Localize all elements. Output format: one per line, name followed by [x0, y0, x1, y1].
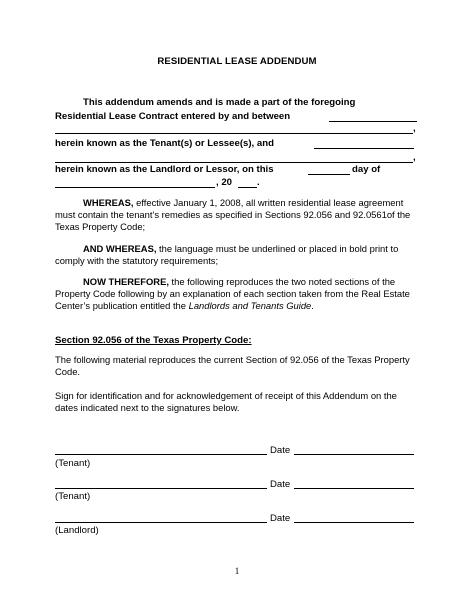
intro-line-2: Residential Lease Contract entered by and between: [55, 111, 291, 122]
signature-line[interactable]: [55, 454, 267, 455]
whereas-paragraph-2: [55, 243, 420, 267]
date-label: Date: [270, 513, 291, 524]
date-line[interactable]: [294, 488, 414, 489]
intro-comma-1: ,: [413, 123, 416, 134]
signature-line[interactable]: [55, 488, 267, 489]
lessee-blank[interactable]: [314, 148, 414, 149]
year-blank[interactable]: [238, 187, 257, 188]
landlord-name-blank[interactable]: [55, 162, 413, 163]
signer-role: (Tenant): [55, 491, 91, 502]
signature-line[interactable]: [55, 522, 267, 523]
month-blank[interactable]: [55, 187, 215, 188]
therefore-end: .: [311, 300, 314, 312]
intro-comma-2: ,: [413, 152, 416, 163]
intro-line-4b: day of: [352, 164, 381, 175]
intro-line-1: This addendum amends and is made a part of the foregoing: [83, 97, 356, 108]
whereas-lead-2: AND WHEREAS,: [83, 243, 157, 254]
intro-line-end: .: [257, 177, 260, 188]
whereas-lead-1: WHEREAS,: [83, 197, 134, 208]
whereas-text-1: effective January 1, 2008, all written residential lease agreement must contain the tenant’s remedies as specified in Sections 92.056 and 92.0561of the Texas Property Code;: [55, 197, 411, 233]
date-line[interactable]: [294, 454, 414, 455]
signer-role: (Landlord): [55, 525, 99, 536]
section-heading: Section 92.056 of the Texas Property Code:: [55, 335, 252, 346]
document-title: RESIDENTIAL LEASE ADDENDUM: [157, 56, 317, 67]
guide-title: Landlords and Tenants Guide: [188, 300, 312, 312]
page-number: 1: [234, 566, 240, 576]
party-blank-1[interactable]: [329, 121, 417, 122]
therefore-lead: NOW THEREFORE,: [83, 276, 169, 287]
date-label: Date: [270, 445, 291, 456]
sign-instructions: Sign for identification and for acknowledgement of receipt of this Addendum on the dates indicated next to the signatures below.: [55, 390, 397, 414]
date-label: Date: [270, 479, 291, 490]
intro-line-4a: herein known as the Landlord or Lessor, on this: [55, 164, 274, 175]
whereas-paragraph-1: [55, 197, 420, 234]
intro-line-3: herein known as the Tenant(s) or Lessee(s), and: [55, 138, 274, 149]
intro-year-label: , 20: [216, 177, 233, 188]
therefore-paragraph: [55, 276, 420, 313]
whereas-text-2: the language must be underlined or placed in bold print to comply with the statutory requirements;: [55, 243, 399, 267]
therefore-text: the following reproduces the two noted sections of the Property Code following by an explanation of each section taken from the Real Estate Center’s publication entitled the: [55, 276, 410, 312]
signer-role: (Tenant): [55, 458, 91, 469]
section-text: The following material reproduces the current Section of 92.056 of the Texas Property Code.: [55, 354, 410, 378]
date-line[interactable]: [294, 522, 414, 523]
party-blank-2[interactable]: [55, 133, 413, 134]
day-blank[interactable]: [308, 174, 350, 175]
